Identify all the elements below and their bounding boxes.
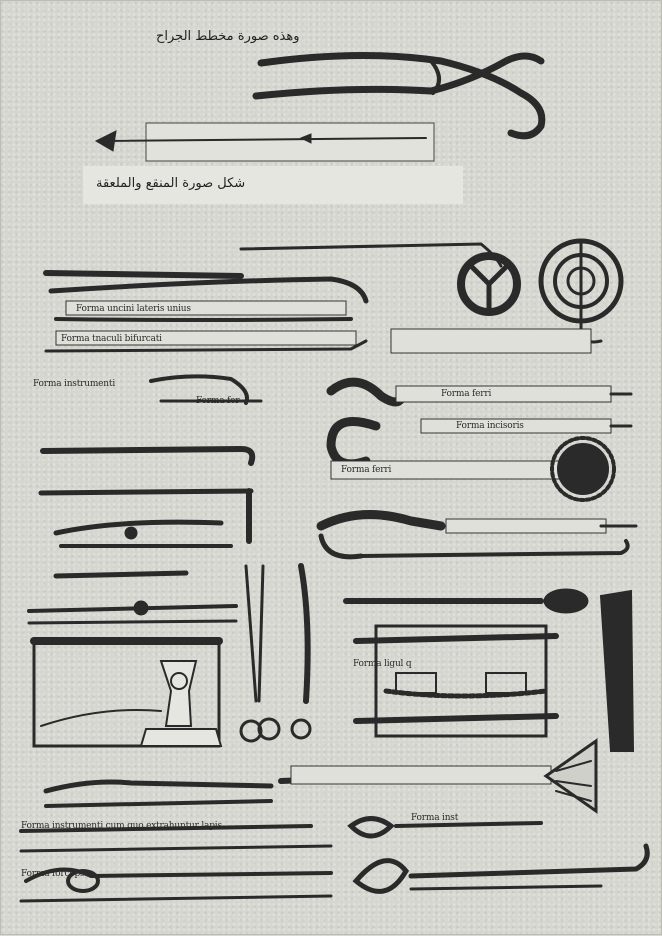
stand-frame-illustration xyxy=(34,641,221,746)
instrument-label: Forma uncini lateris unius xyxy=(76,304,191,314)
lancet-curved-illustration xyxy=(321,515,636,557)
instrument-label: Forma incisoris xyxy=(456,421,524,431)
instrument-label: Forma instrumenti cum quo extrahuntur lapis xyxy=(21,821,222,831)
cautery-brush-illustration xyxy=(346,589,633,751)
screw-dilator-illustration xyxy=(356,626,556,736)
scissors-illustration xyxy=(241,566,310,741)
arrow-probe-illustration xyxy=(96,123,434,161)
instrument-label: Forma instrumenti xyxy=(33,379,115,389)
arabic-caption-line: شكل صورة المنقع والملعقة xyxy=(96,176,246,191)
long-forceps-bottom xyxy=(46,741,596,811)
instrument-label: Forma forceps xyxy=(21,869,85,879)
instrument-label: Forma ferri xyxy=(441,389,492,399)
rod-with-knob-illustration xyxy=(29,601,236,623)
arabic-header-line: وهذه صورة مخطط الجراح xyxy=(156,29,300,44)
instrument-label: Forma inst xyxy=(411,813,459,823)
instrument-label: Forma tnaculi bifurcati xyxy=(61,334,162,344)
instrument-label: Forma fer xyxy=(196,396,240,406)
instrument-label: Forma ligul q xyxy=(353,659,412,669)
probe-instruments-left xyxy=(41,449,252,576)
instrument-label: Forma ferri xyxy=(341,465,392,475)
surgical-instruments-plate xyxy=(1,1,662,936)
